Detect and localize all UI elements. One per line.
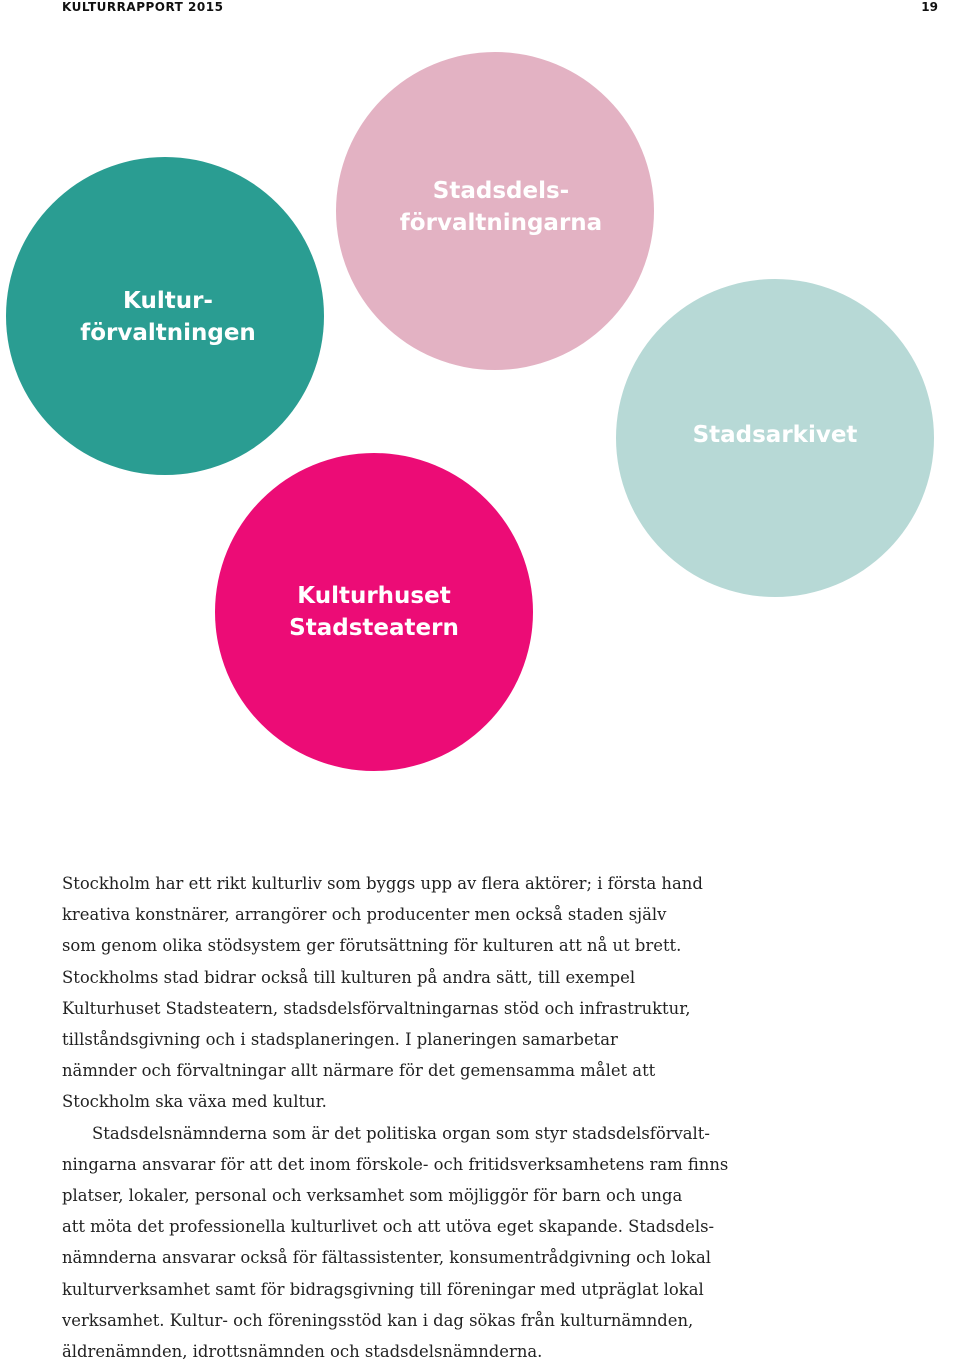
page-number: 19 bbox=[921, 0, 938, 14]
paragraph-1 bbox=[62, 868, 732, 1118]
paragraph-2 bbox=[62, 1118, 732, 1367]
text-line: Stockholm ska växa med kultur. bbox=[62, 1092, 327, 1112]
text-line: Stockholms stad bidrar också till kulturen på andra sätt, till exempel bbox=[62, 967, 636, 987]
text-line: Stadsdelsnämnderna som är det politiska organ som styr stadsdelsförvalt- bbox=[92, 1123, 710, 1143]
text-line: som genom olika stödsystem ger förutsättning för kulturen att nå ut brett. bbox=[62, 936, 682, 956]
body-text bbox=[62, 868, 732, 1367]
circle-stadsarkivet bbox=[616, 279, 934, 597]
circle-label-stadsarkivet: Stadsarkivet bbox=[692, 422, 858, 448]
circle-kulturhuset-stadsteatern bbox=[215, 453, 533, 771]
running-header-title: KULTURRAPPORT 2015 bbox=[62, 0, 224, 14]
circle-stadsdelsforvaltningarna bbox=[336, 52, 654, 370]
text-line: nämnder och förvaltningar allt närmare för det gemensamma målet att bbox=[62, 1061, 656, 1081]
text-line: ningarna ansvarar för att det inom förskole- och fritidsverksamhetens ram finns bbox=[62, 1154, 729, 1174]
circle-label-kulturforvaltningen: Kultur- förvaltningen bbox=[80, 288, 256, 346]
circle-label-kulturhuset-stadsteatern: Kulturhuset Stadsteatern bbox=[289, 583, 459, 641]
text-line: platser, lokaler, personal och verksamhet som möjliggör för barn och unga bbox=[62, 1186, 683, 1206]
text-line: kulturverksamhet samt för bidragsgivning till föreningar med utpräglat lokal bbox=[62, 1279, 704, 1299]
text-line: äldrenämnden, idrottsnämnden och stadsdelsnämnderna. bbox=[62, 1342, 543, 1362]
text-line: Stockholm har ett rikt kulturliv som byggs upp av flera aktörer; i första hand bbox=[62, 874, 703, 893]
text-line: tillståndsgivning och i stadsplaneringen. I planeringen samarbetar bbox=[62, 1030, 618, 1050]
circle-kulturforvaltningen bbox=[6, 157, 324, 475]
text-line: kreativa konstnärer, arrangörer och producenter men också staden själv bbox=[62, 905, 667, 925]
text-line: att möta det professionella kulturlivet och att utöva eget skapande. Stadsdels- bbox=[62, 1217, 715, 1237]
text-line: verksamhet. Kultur- och föreningsstöd kan i dag sökas från kulturnämnden, bbox=[62, 1310, 694, 1330]
circle-label-stadsdelsforvaltningarna: Stadsdels- förvaltningarna bbox=[399, 178, 603, 236]
text-line: Kulturhuset Stadsteatern, stadsdelsförvaltningarnas stöd och infrastruktur, bbox=[62, 998, 691, 1018]
text-line: nämnderna ansvarar också för fältassistenter, konsumentrådgivning och lokal bbox=[62, 1248, 711, 1268]
